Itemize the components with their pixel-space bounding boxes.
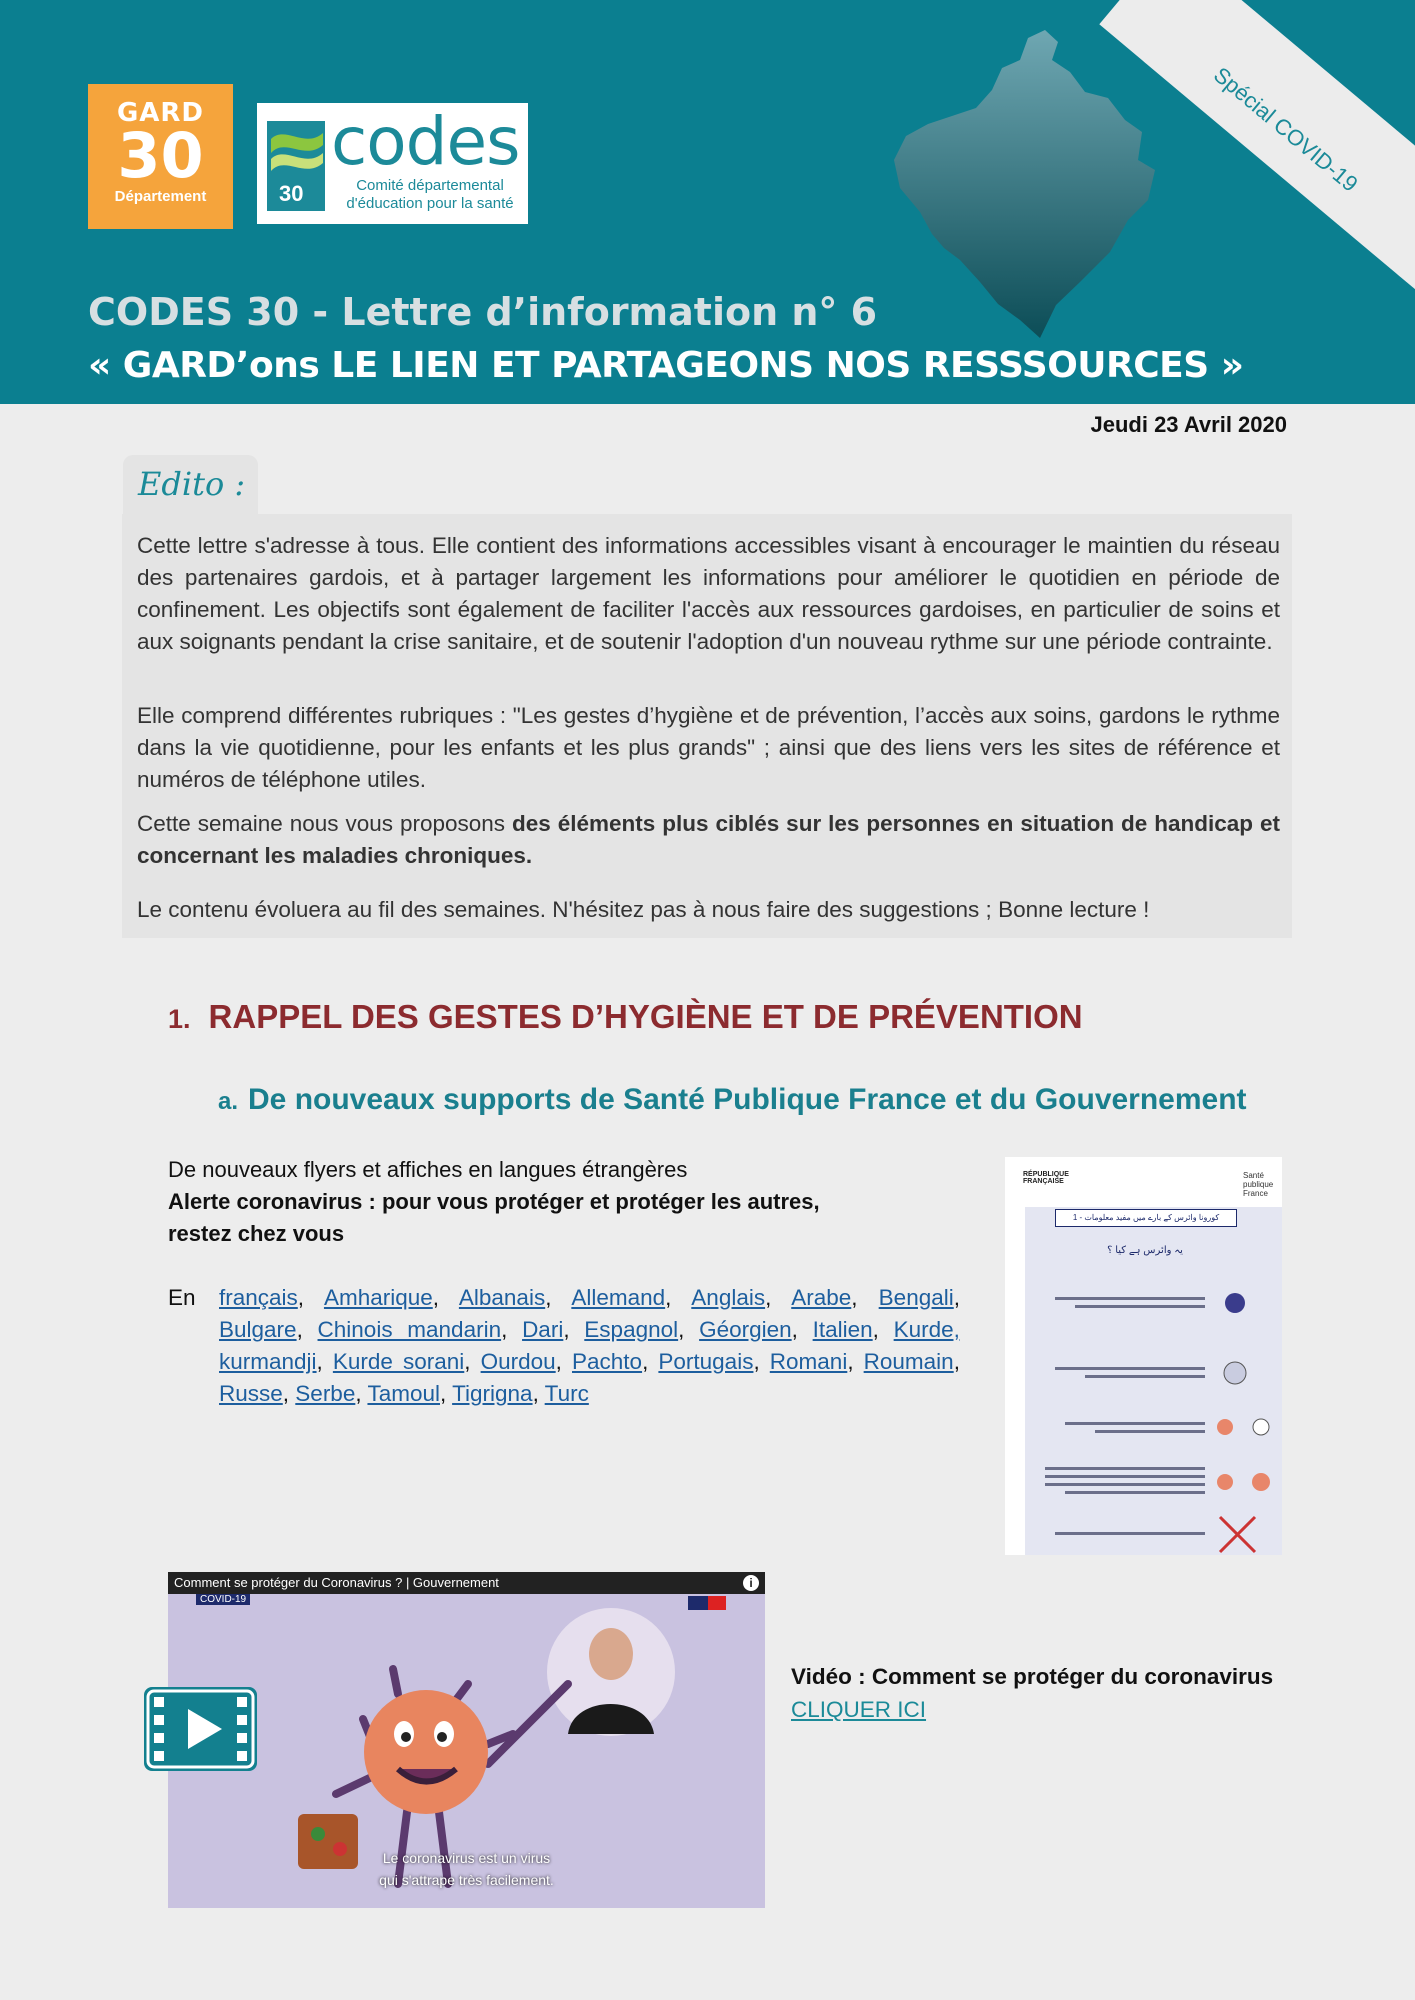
gard-logo [88, 84, 233, 229]
language-list: français, Amharique, Albanais, Allemand, Anglais, Arabe, Bengali, Bulgare, Chinois mandarin, Dari, Espagnol, Géorgien, Italien, Kurde, kurmandji, Kurde sorani, Ourdou, Pachto, Portugais, Romani, Roumain, Russe, Serbe, Tamoul, Tigrigna, Turc [219, 1285, 960, 1406]
video-caption-2: qui s'attrape très facilement. [379, 1872, 554, 1888]
section-1a-heading [218, 1083, 1247, 1117]
flyer-banner: 1 - کورونا وائرس کے بارے میں مفید معلومات [1055, 1209, 1237, 1227]
video-bar-title: Comment se protéger du Coronavirus ? | Gouvernement [174, 1575, 499, 1590]
header-banner [0, 0, 1415, 404]
language-link[interactable]: Kurde sorani [332, 1349, 465, 1374]
language-link[interactable]: Espagnol [584, 1317, 679, 1342]
language-link[interactable]: Dari [522, 1317, 564, 1342]
language-link[interactable]: Serbe [295, 1381, 356, 1406]
language-link[interactable]: Roumain [863, 1349, 954, 1374]
flyer-subtitle: یہ وائرس ہے کیا ؟ [1107, 1245, 1183, 1256]
language-link[interactable]: Tigrigna [452, 1381, 533, 1406]
video-label: Vidéo : Comment se protéger du coronavirus [791, 1664, 1274, 1689]
video-thumbnail[interactable] [168, 1572, 765, 1908]
edito-paragraph-3 [137, 808, 1280, 872]
flyer-preview[interactable] [1005, 1157, 1282, 1555]
edito-p3-bold: des éléments plus ciblés sur les personnes en situation de handicap et concernant les maladies chroniques. [137, 811, 1280, 868]
flyer-body [1025, 1207, 1282, 1555]
flyer-illustrations-icon [1025, 1267, 1282, 1557]
language-link[interactable]: français [219, 1285, 298, 1310]
codes-number: 30 [279, 181, 304, 206]
flyer-spf-line1: Santé [1243, 1171, 1264, 1180]
gard-logo-line2: 30 [117, 119, 204, 192]
language-link[interactable]: Arabe [791, 1285, 852, 1310]
language-link[interactable]: Turc [544, 1381, 589, 1406]
edito-paragraph-2: Elle comprend différentes rubriques : "Les gestes d’hygiène et de prévention, l’accès aux soins, gardons le rythme dans la vie quotidienne, pour les enfants et les plus grands" ; ainsi que des liens vers les sites de référence et numéros de téléphone utiles. [137, 703, 1280, 792]
video-title-bar [168, 1572, 765, 1594]
edito-box [122, 514, 1292, 938]
codes-emblem-icon [265, 119, 327, 213]
language-link[interactable]: Ourdou [480, 1349, 556, 1374]
newsletter-slogan: « GARD’ons LE LIEN ET PARTAGEONS NOS RESSSOURCES » [88, 345, 1244, 386]
video-link[interactable]: CLIQUER ICI [791, 1697, 927, 1722]
codes-subtitle [335, 177, 525, 213]
edito-p3-text: Cette semaine nous vous proposons [137, 811, 512, 836]
flyers-alert-line2: restez chez vous [168, 1221, 345, 1246]
language-link[interactable]: Romani [769, 1349, 848, 1374]
flyer-spf-line3: France [1243, 1189, 1268, 1198]
flyers-alert-line1: Alerte coronavirus : pour vous protéger et protéger les autres, [168, 1189, 820, 1214]
codes-subtitle-line1: Comité départemental [356, 177, 504, 194]
edito-title: Edito : [138, 465, 246, 503]
video-covid-tag: COVID-19 [196, 1594, 250, 1605]
codes-subtitle-line2: d'éducation pour la santé [346, 195, 514, 212]
covid-badge: Spécial COVID-19 [1208, 62, 1363, 197]
language-link[interactable]: Russe [219, 1381, 283, 1406]
codes-wordmark: codes [331, 103, 520, 180]
video-caption-1: Le coronavirus est un virus [382, 1850, 551, 1866]
language-link[interactable]: Tamoul [367, 1381, 440, 1406]
gard-logo-line1: GARD [116, 98, 205, 128]
language-link[interactable]: Albanais [458, 1285, 546, 1310]
language-link[interactable]: Pachto [572, 1349, 643, 1374]
language-link[interactable]: Anglais [691, 1285, 766, 1310]
section-1-number: 1. [168, 1004, 191, 1034]
edito-paragraph-1: Cette lettre s'adresse à tous. Elle contient des informations accessibles visant à encourager le maintien du réseau des partenaires gardois, et à partager largement les informations pour améliorer le quotidien en période de confinement. Les objectifs sont également de faciliter l'accès aux ressources gardoises, en particulier de soins et aux soignants pendant la crise sanitaire, et de soutenir l'adoption d'un nouveau rythme sur une période contrainte. [137, 533, 1280, 654]
language-link[interactable]: Kurde, kurmandji [219, 1317, 960, 1374]
video-play-icon[interactable] [144, 1687, 257, 1771]
language-link[interactable]: Chinois mandarin [317, 1317, 502, 1342]
flyer-spf-logo [1243, 1171, 1273, 1198]
language-link[interactable]: Amharique [323, 1285, 433, 1310]
edito-tab [123, 455, 258, 515]
newsletter-title: CODES 30 - Lettre d’information n° 6 [88, 290, 878, 334]
section-1-heading [168, 998, 1083, 1036]
language-link[interactable]: Portugais [658, 1349, 754, 1374]
section-1a-title: De nouveaux supports de Santé Publique France et du Gouvernement [248, 1083, 1247, 1116]
info-icon[interactable]: i [743, 1575, 759, 1591]
language-link[interactable]: Bulgare [219, 1317, 297, 1342]
language-link[interactable]: Italien [812, 1317, 873, 1342]
section-1a-letter: a. [218, 1088, 239, 1115]
language-link[interactable]: Allemand [571, 1285, 666, 1310]
language-link[interactable]: Géorgien [699, 1317, 792, 1342]
gard-logo-line3: Département [114, 188, 207, 205]
language-link[interactable]: Bengali [878, 1285, 954, 1310]
section-1-title: RAPPEL DES GESTES D’HYGIÈNE ET DE PRÉVENTION [208, 998, 1083, 1035]
flyer-spf-line2: publique [1243, 1180, 1274, 1189]
flyers-intro: De nouveaux flyers et affiches en langues étrangères [168, 1157, 688, 1182]
language-links [168, 1282, 960, 1410]
flyer-republique: RÉPUBLIQUE FRANÇAISE [1023, 1171, 1069, 1185]
codes-logo [257, 103, 528, 224]
edito-paragraph-4: Le contenu évoluera au fil des semaines. N'hésitez pas à nous faire des suggestions ; Bonne lecture ! [137, 897, 1150, 922]
languages-prefix: En [168, 1285, 196, 1310]
issue-date: Jeudi 23 Avril 2020 [1090, 412, 1287, 437]
